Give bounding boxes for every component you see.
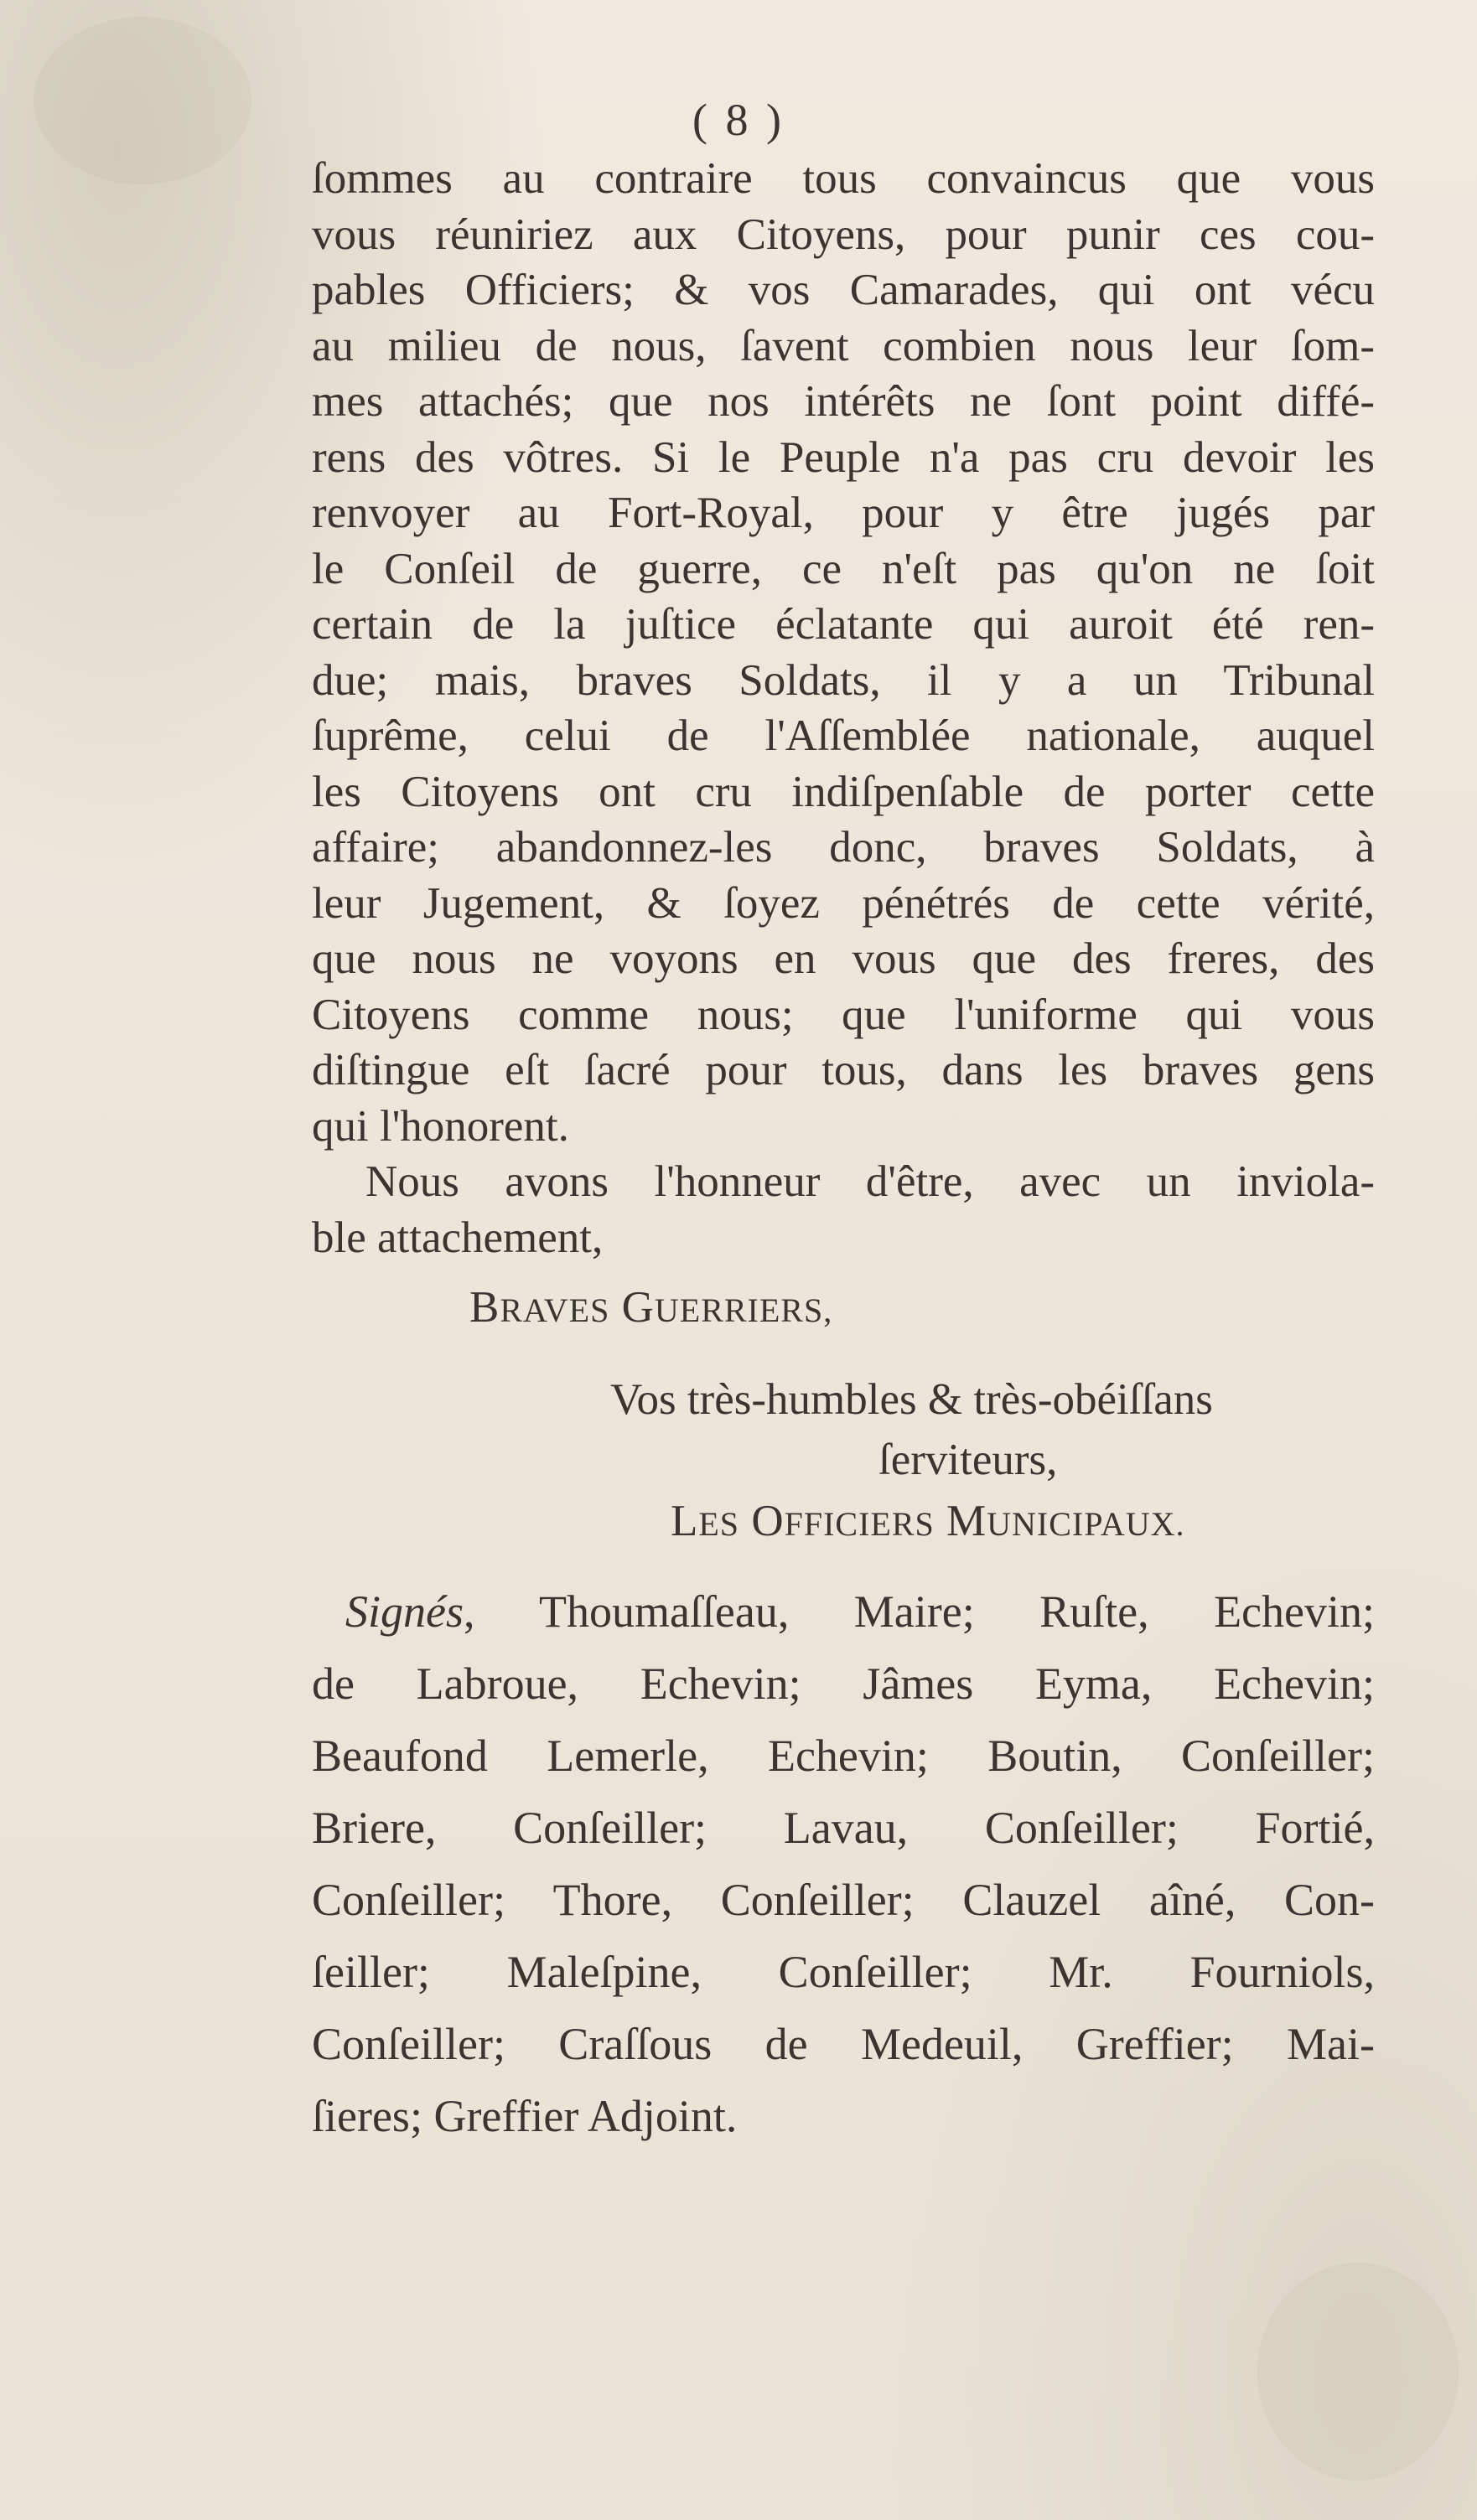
signature-line: Conſeiller; Thore, Conſeiller; Clauzel aîné, Con- [312, 1875, 1375, 1925]
text-line: rens des vôtres. Si le Peuple n'a pas cru devoir les [312, 432, 1375, 482]
signers-initial: L [671, 1497, 699, 1545]
signature-line: de Labroue, Echevin; Jâmes Eyma, Echevin; [312, 1658, 1375, 1709]
closing-formula: Vos très-humbles & très-obéiſſans [610, 1375, 1213, 1424]
signers-rest: FFICIERS [784, 1505, 935, 1543]
signers-rest: ES [698, 1505, 740, 1543]
paper-stain [1257, 2263, 1459, 2481]
signers-initial: O [751, 1497, 785, 1545]
salutation-initial: B [469, 1283, 500, 1332]
salutation-rest: RAVES [500, 1291, 610, 1329]
text-line: renvoyer au Fort-Royal, pour y être jugés par [312, 489, 1375, 537]
signature-line: ſeiller; Maleſpine, Conſeiller; Mr. Fourniols, [312, 1947, 1375, 1997]
text-line: Nous avons l'honneur d'être, avec un inviola- [365, 1157, 1375, 1206]
salutation-initial: G [621, 1283, 655, 1332]
text-line: Citoyens comme nous; que l'uniforme qui vous [312, 990, 1375, 1039]
signers-title [671, 1496, 1184, 1546]
text-line: vous réuniriez aux Citoyens, pour punir ces cou- [312, 210, 1375, 259]
signature-line: Briere, Conſeiller; Lavau, Conſeiller; Fortié, [312, 1803, 1375, 1853]
text-line: mes attachés; que nos intérêts ne ſont point diffé- [312, 377, 1375, 426]
text-line: diſtingue eſt ſacré pour tous, dans les braves gens [312, 1046, 1375, 1094]
salutation-rest: UERRIERS, [654, 1291, 833, 1329]
signers-rest: UNICIPAUX. [987, 1505, 1185, 1543]
text-line: que nous ne voyons en vous que des freres, des [312, 934, 1375, 983]
salutation [469, 1282, 832, 1332]
text-line: le Conſeil de guerre, ce n'eſt pas qu'on ne ſoit [312, 544, 1375, 593]
closing-formula-cont: ſerviteurs, [878, 1436, 1058, 1484]
signature-line: Beaufond Lemerle, Echevin; Boutin, Conſeiller; [312, 1731, 1375, 1781]
text-line: affaire; abandonnez-les donc, braves Soldats, à [312, 823, 1375, 872]
text-line: ſuprême, celui de l'Aſſemblée nationale, auquel [312, 711, 1375, 760]
text-line: les Citoyens ont cru indiſpenſable de porter cette [312, 767, 1375, 816]
signature-line: Conſeiller; Craſſous de Medeuil, Greffier; Mai- [312, 2019, 1375, 2069]
text-line: ble attachement, [312, 1213, 604, 1262]
signers-initial: M [946, 1497, 987, 1545]
page-number: ( 8 ) [692, 95, 785, 145]
text-line: leur Jugement, & ſoyez pénétrés de cette vérité, [312, 878, 1375, 928]
body-text [312, 151, 1375, 1265]
signatures-block [312, 1576, 1375, 2152]
text-line: certain de la juſtice éclatante qui auroit été ren- [312, 600, 1375, 649]
text-line: au milieu de nous, ſavent combien nous leur ſom- [312, 321, 1375, 370]
signes-label: Signés [345, 1586, 464, 1637]
text-line: due; mais, braves Soldats, il y a un Tribunal [312, 655, 1375, 705]
signature-line [312, 1576, 1375, 1648]
text-line: pables Officiers; & vos Camarades, qui ont vécu [312, 266, 1375, 314]
signature-line: ſieres; Greffier Adjoint. [312, 2091, 738, 2141]
signature-text: , Thoumaſſeau, Maire; Ruſte, Echevin; [464, 1586, 1375, 1637]
text-line: ſommes au contraire tous convaincus que vous [312, 154, 1375, 203]
text-line: qui l'honorent. [312, 1101, 569, 1151]
